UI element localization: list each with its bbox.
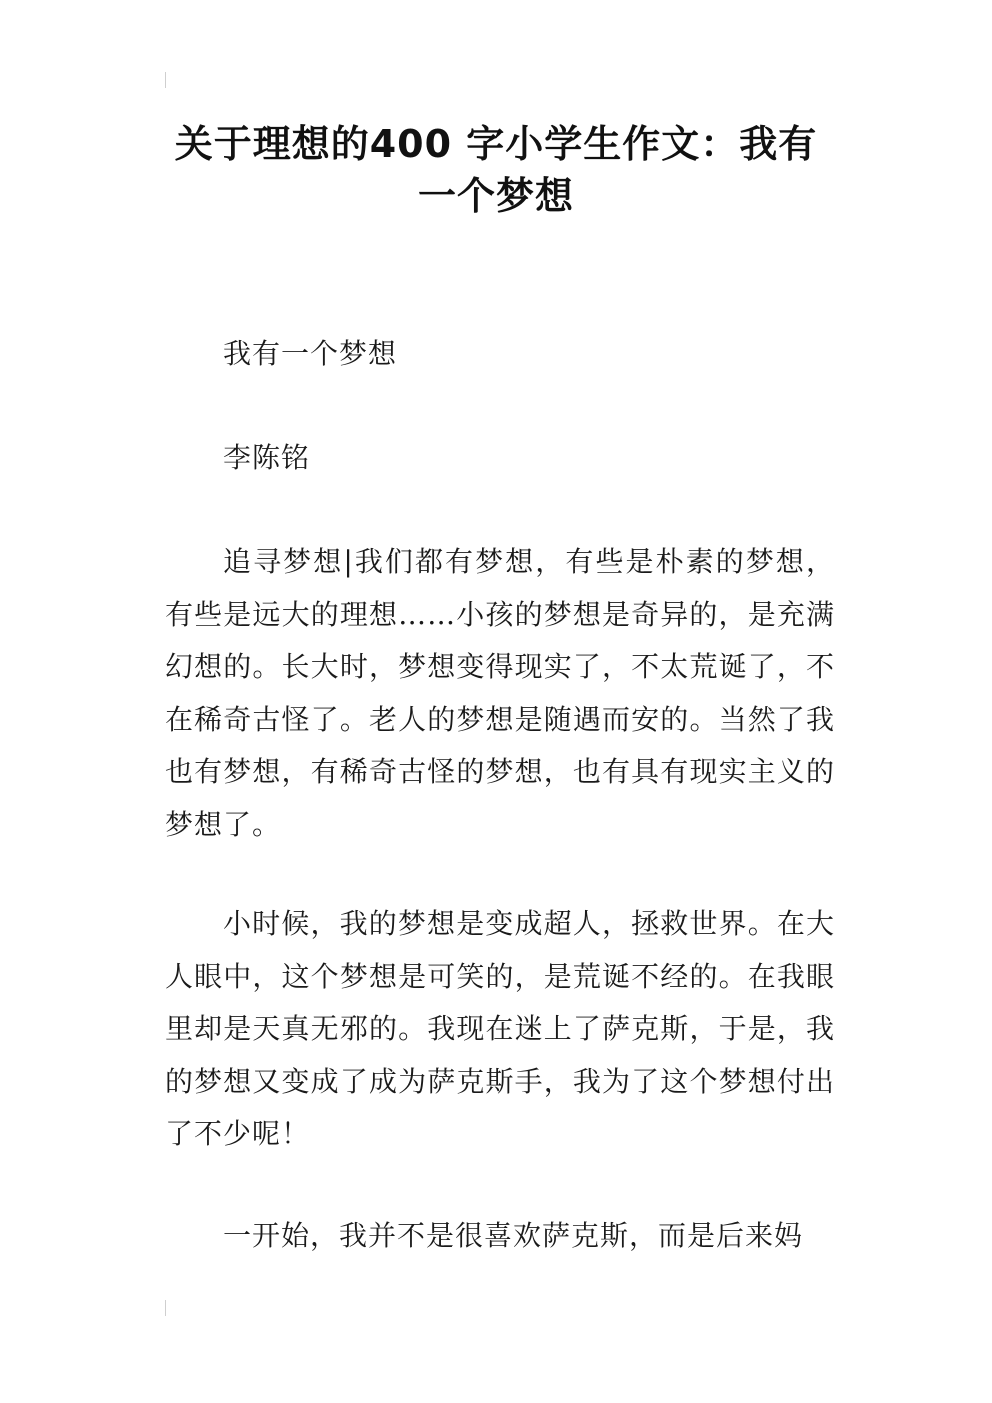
author-name: 李陈铭 (223, 441, 311, 474)
margin-mark-bottom (165, 1300, 166, 1316)
document-title: 关于理想的400 字小学生作文：我有一个梦想 (174, 122, 818, 218)
paragraph-1: 追寻梦想|我们都有梦想，有些是朴素的梦想，有些是远大的理想……小孩的梦想是奇异的，是充满幻想的。长大时，梦想变得现实了，不太荒诞了，不在稀奇古怪了。老人的梦想是随遇而安的。当然了我也有梦想，有稀奇古怪的梦想，也有具有现实主义的梦想了。 (165, 545, 835, 841)
paragraph-2: 小时候，我的梦想是变成超人，拯救世界。在大人眼中，这个梦想是可笑的，是荒诞不经的。在我眼里却是天真无邪的。我现在迷上了萨克斯，于是，我的梦想又变成了成为萨克斯手，我为了这个梦想付出了不少呢！ (165, 907, 835, 1150)
essay-title: 我有一个梦想 (223, 337, 398, 370)
margin-mark-top (165, 72, 166, 88)
paragraph-3: 一开始，我并不是很喜欢萨克斯，而是后来妈 (223, 1219, 804, 1252)
